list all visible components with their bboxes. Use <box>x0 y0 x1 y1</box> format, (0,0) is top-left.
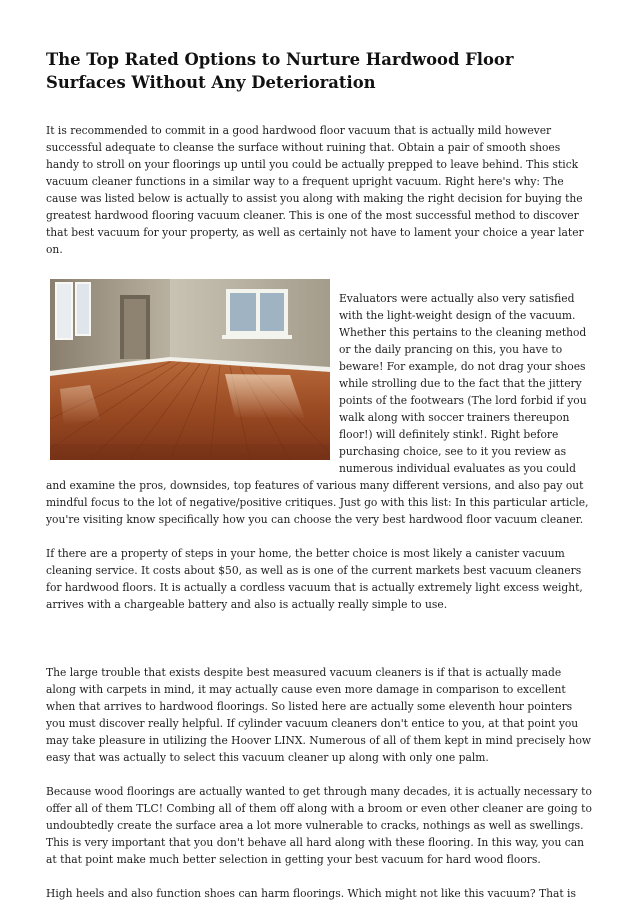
paragraph-3: If there are a property of steps in your home, the better choice is most likely a canister vacuum cleaning service. It costs about $50, as well as is one of the current markets best vacuum cleaners for hardwood floors. It is actually a cordless vacuum that is actually extremely light excess weight, arrives with a chargeable battery and also is actually really simple to use. <box>46 547 583 611</box>
hardwood-floor-photo-image <box>50 279 330 460</box>
paragraph-1: It is recommended to commit in a good hardwood floor vacuum that is actually mild however successful adequate to cleanse the surface without ruining that. Obtain a pair of smooth shoes handy to stroll on your floorings up until you could be actually prepped to leave behind. This stick vacuum cleaner functions in a similar way to a frequent upright vacuum. Right here's why: The cause was listed below is actually to assist you along with making the right decision for buying the greatest hardwood flooring vacuum cleaner. This is one of the most successful method to discover that best vacuum for your property, as well as certainly not have to lament your choice a year later on. <box>46 124 584 256</box>
paragraph-4: The large trouble that exists despite best measured vacuum cleaners is if that is actually made along with carpets in mind, it may actually cause even more damage in comparison to excellent when that arrives to hardwood floorings. So listed here are actually some eleventh hour pointers you must discover really helpful. If cylinder vacuum cleaners don't entice to you, at that point you may take pleasure in utilizing the Hoover LINX. Numerous of all of them kept in mind precisely how easy that was actually to select this vacuum cleaner up along with only one palm. <box>46 666 592 764</box>
paragraph-6: High heels and also function shoes can harm floorings. Which might not like this vacuum? That is <box>46 887 576 900</box>
paragraph-2: Evaluators were actually also very satisfied with the light-weight design of the vacuum. Whether this pertains to the cleaning method or the daily prancing on this, you have to beware! For example, do not drag your shoes while strolling due to the fact that the jittery points of the footwears (The lord forbid if you walk along with soccer trainers thereupon floor!) will definitely stink!. Right before purchasing choice, see to it you review as numerous individual evaluates as you could and examine the pros, downsides, top features of various many different versions, and also pay out mindful focus to the lot of negative/positive critiques. Just go with this list: In this particular article, you're visiting know specifically how you can choose the very best hardwood floor vacuum cleaner. <box>46 292 589 526</box>
document-page <box>46 48 594 902</box>
paragraph-5: Because wood floorings are actually wanted to get through many decades, it is actually necessary to offer all of them TLC! Combing all of them off along with a broom or even other cleaner are going to undoubtedly create the surface area a lot more vulnerable to cracks, nothings as well as swellings. This is very important that you don't behave all hard along with these flooring. In this way, you can at that point make much better selection in getting your best vacuum for hard wood floors. <box>46 785 592 866</box>
hardwood-floor-photo <box>50 279 330 460</box>
page-title: The Top Rated Options to Nurture Hardwood Floor Surfaces Without Any Deterioration <box>46 50 514 92</box>
